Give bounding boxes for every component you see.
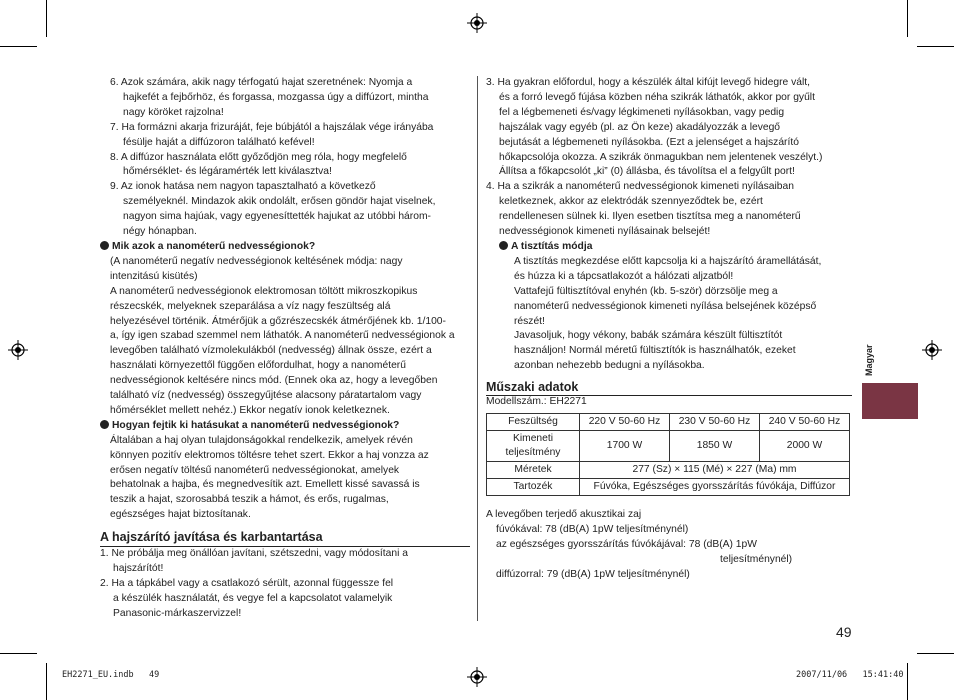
list-item: 4. Ha a szikrák a nanométerű nedvességionok kimeneti nyílásaiban keletkeznek, akkor az elektródák szennyeződtek be, ezért rendellenesen sülnek ki. Ilyen esetben tisztítsa meg a nanométerű nedvességionok kimeneti nyílásainak belsejét! <box>486 181 801 238</box>
footer-right: 2007/11/06 15:41:40 <box>796 670 904 680</box>
language-tab <box>862 383 918 419</box>
cleaning-heading: A tisztítás módja <box>486 240 852 255</box>
section-title: A hajszárító javítása és karbantartása <box>100 530 470 547</box>
spec-table <box>486 413 850 496</box>
table-row <box>487 462 850 479</box>
page-number: 49 <box>836 624 852 640</box>
maintenance-list <box>100 547 470 622</box>
list-item: 2. Ha a tápkábel vagy a csatlakozó sérült, azonnal függessze fel a készülék használatát, és vegye fel a kapcsolatot valamelyik Panasonic-márkaszervizzel! <box>100 578 394 619</box>
question-heading: Mik azok a nanométerű nedvességionok? <box>100 240 470 255</box>
crop-mark <box>0 653 37 654</box>
registration-mark-icon <box>467 667 487 687</box>
table-cell: 220 V 50-60 Hz <box>580 414 670 431</box>
crop-mark <box>917 46 954 47</box>
registration-mark-icon <box>922 340 942 360</box>
table-cell: Tartozék <box>487 479 580 496</box>
list-item: 7. Ha formázni akarja frizuráját, feje búbjától a hajszálak vége irányába fésülje haját a diffúzoron található kefével! <box>110 121 434 148</box>
table-row <box>487 414 850 431</box>
table-cell: Feszültség <box>487 414 580 431</box>
list-item: 1. Ne próbálja meg önállóan javítani, szétszedni, vagy módosítani a hajszárítót! <box>100 548 408 575</box>
column-divider <box>477 76 478 621</box>
list-item: 6. Azok számára, akik nagy térfogatú hajat szeretnének: Nyomja a hajkefét a fejbőrhöz, és forgassa, mozgassa úgy a diffúzort, mintha nagy köröket rajzolna! <box>110 77 429 118</box>
crop-mark <box>907 663 908 700</box>
table-cell: 230 V 50-60 Hz <box>669 414 759 431</box>
list-item: 3. Ha gyakran előfordul, hogy a készülék által kifújt levegő hidegre vált, és a forró levegő fújása közben néha szikrák láthatók, akkor por gyűlt fel a légbemeneti és/vagy légkimeneti nyílásokban, vagy pedig hajszálak vagy egyéb (pl. az Ön keze) akadályozzák a levegő bejutását a légbemeneti nyílásokba. (Ezt a jelenséget a hajszárító hőkapcsolója okozza. A szikrák önmagukban nem jelentenek veszélyt.) Állítsa a főkapcsolót „ki” (0) állásba, és távolítsa el a felgyűlt port! <box>486 77 823 178</box>
table-cell: 1850 W <box>669 431 759 462</box>
crop-mark <box>46 663 47 700</box>
list-6-9 <box>100 76 470 240</box>
crop-mark <box>907 0 908 37</box>
table-cell: 277 (Sz) × 115 (Mé) × 227 (Ma) mm <box>580 462 850 479</box>
footer-left: EH2271_EU.indb 49 <box>62 670 160 680</box>
table-cell: 1700 W <box>580 431 670 462</box>
list-item: 8. A diffúzor használata előtt győződjön meg róla, hogy megfelelő hőmérséklet- és légáramérték lett kiválasztva! <box>110 151 407 178</box>
table-row <box>487 431 850 462</box>
table-cell: Kimeneti teljesítmény <box>487 431 580 462</box>
question-heading: Hogyan fejtik ki hatásukat a nanométerű nedvességionok? <box>100 419 470 434</box>
bullet-icon <box>100 241 109 250</box>
question-body: Általában a haj olyan tulajdonságokkal rendelkezik, amelyek révén könnyen pozitív elektromos töltésre tehet szert. Ekkor a haj vonzza az erősen negatív töltésű nanométerű nedvességionokat, amelyek behatolnak a hajba, és megnedvesítik azt. Emellett kissé savassá is teszik a hajat, szorosabbá teszik a hámot, és erős, rugalmas, egészséges hajat biztosítanak. <box>110 434 429 521</box>
bullet-icon <box>499 241 508 250</box>
cleaning-body: A tisztítás megkezdése előtt kapcsolja ki a hajszárító áramellátását, és húzza ki a tápcsatlakozót a hálózati aljzatból! Vattafejű fültisztítóval enyhén (kb. 5-ször) dörzsölje meg a nanométerű nedvességionok kimeneti nyílása belsejének középső részét! Javasoljuk, hogy vékony, babák számára készült fültisztítót használjon! Normál méretű fültisztítók is használhatók, ezeket azonban nehezebb bedugni a nyílásokba. <box>514 255 822 372</box>
left-column <box>100 76 470 622</box>
crop-mark <box>46 0 47 37</box>
registration-mark-icon <box>467 13 487 33</box>
model-number: Modellszám.: EH2271 <box>486 396 587 407</box>
table-cell: Fúvóka, Egészséges gyorsszárítás fúvókája, Diffúzor <box>580 479 850 496</box>
language-label: Magyar <box>864 344 874 376</box>
table-cell: Méretek <box>487 462 580 479</box>
bullet-icon <box>100 420 109 429</box>
crop-mark <box>0 46 37 47</box>
question-body: (A nanométerű negatív nedvességionok keltésének módja: nagy intenzitású kisütés) A nanométerű nedvességionok elektromosan töltött mikroszkopikus részecskék, melyeknek szeparálása a víz nagy feszültség alá helyezésével történik. Átmérőjük a gőzrészecskék átmérőjének kb. 1/100- a, így igen szabad szemmel nem láthatók. A nanométerű nedvességionok a levegőben található vízmolekulákból (nedvesség) állnak össze, ezért a használati környezettől függően előfordulhat, hogy a nanométerű nedvességionok keltésére nincs mód. (Ennek oka az, hogy a levegőben található víz (nedvesség) összegyűjtése alacsony páratartalom vagy hőmérséklet mellett nehéz.) Ekkor negatív ionok keletkeznek. <box>110 255 455 416</box>
table-cell: 2000 W <box>759 431 849 462</box>
list-item: 9. Az ionok hatása nem nagyon tapasztalható a következő személyeknél. Mindazok akik ondolált, erősen göndör hajat viselnek, nagyon sima hajúak, vagy egyenesíttették hajukat az utóbbi három- négy hónapban. <box>110 181 436 238</box>
registration-mark-icon <box>8 340 28 360</box>
table-cell: 240 V 50-60 Hz <box>759 414 849 431</box>
crop-mark <box>917 653 954 654</box>
noise-info: A levegőben terjedő akusztikai zaj fúvókával: 78 (dB(A) 1pW teljesítménynél) az egészséges gyorsszárítás fúvókájával: 78 (dB(A) 1pW teljesítménynél) diffúzorral: 79 (dB(A) 1pW teljesítménynél) <box>486 509 793 580</box>
spec-title: Műszaki adatok <box>486 380 852 396</box>
table-row <box>487 479 850 496</box>
right-column <box>486 76 852 374</box>
